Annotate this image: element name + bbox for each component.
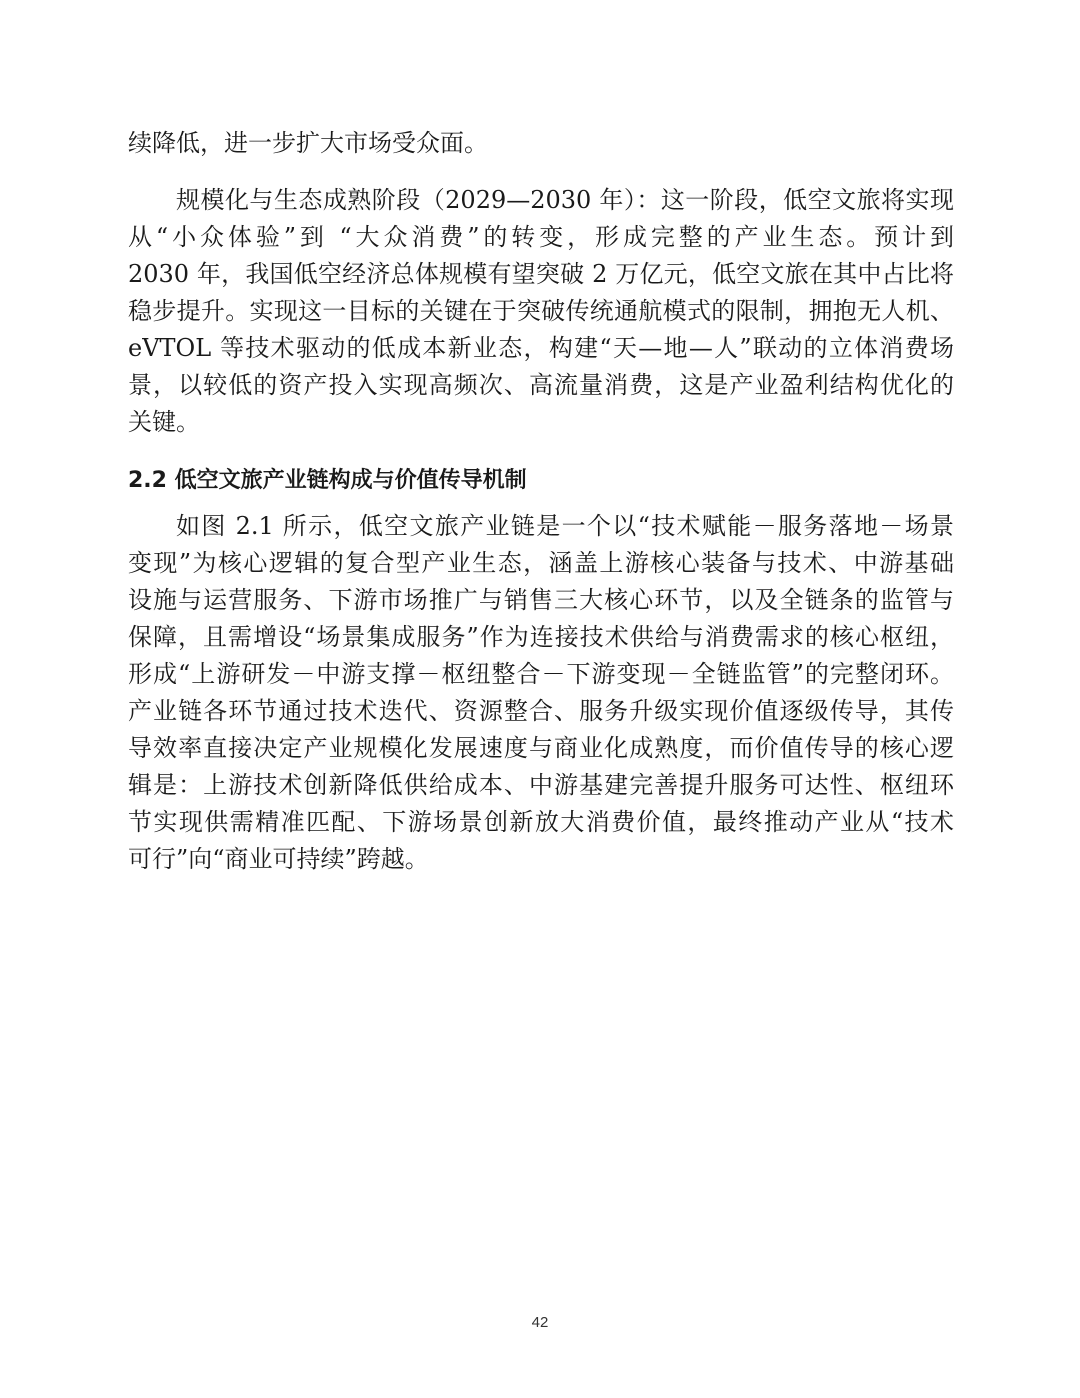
text-line: eVTOL 等技术驱动的低成本新业态，构建“天—地—人”联动的立体消费场 (128, 334, 954, 362)
text-line: 形成“上游研发－中游支撑－枢纽整合－下游变现－全链监管”的完整闭环。 (128, 660, 954, 688)
text-line: 设施与运营服务、下游市场推广与销售三大核心环节，以及全链条的监管与 (128, 586, 954, 614)
text-line: 变现”为核心逻辑的复合型产业生态，涵盖上游核心装备与技术、中游基础 (128, 549, 954, 577)
text-line: 产业链各环节通过技术迭代、资源整合、服务升级实现价值逐级传导，其传 (128, 697, 954, 725)
text-line: 2030 年，我国低空经济总体规模有望突破 2 万亿元，低空文旅在其中占比将 (128, 260, 954, 288)
text-line: 关键。 (128, 408, 200, 436)
text-line: 稳步提升。实现这一目标的关键在于突破传统通航模式的限制，拥抱无人机、 (128, 297, 954, 325)
text-line: 规模化与生态成熟阶段（2029—2030 年）：这一阶段，低空文旅将实现 (176, 186, 954, 214)
paragraph-continuation (128, 125, 954, 162)
section-heading: 2.2 低空文旅产业链构成与价值传导机制 (128, 468, 527, 493)
page-number: 42 (531, 1314, 549, 1331)
paragraph-industry-chain (128, 508, 954, 878)
paragraph-scale-stage (128, 182, 954, 441)
text-line: 续降低，进一步扩大市场受众面。 (128, 129, 488, 157)
text-line: 可行”向“商业可持续”跨越。 (128, 845, 429, 873)
text-line: 保障，且需增设“场景集成服务”作为连接技术供给与消费需求的核心枢纽， (128, 623, 954, 651)
text-line: 如图 2.1 所示，低空文旅产业链是一个以“技术赋能－服务落地－场景 (176, 512, 954, 540)
text-line: 导效率直接决定产业规模化发展速度与商业化成熟度，而价值传导的核心逻 (128, 734, 954, 762)
text-line: 从“小众体验”到 “大众消费”的转变，形成完整的产业生态。预计到 (128, 223, 954, 251)
text-line: 景，以较低的资产投入实现高频次、高流量消费，这是产业盈利结构优化的 (128, 371, 954, 399)
text-line: 辑是：上游技术创新降低供给成本、中游基建完善提升服务可达性、枢纽环 (128, 771, 954, 799)
text-line: 节实现供需精准匹配、下游场景创新放大消费价值，最终推动产业从“技术 (128, 808, 954, 836)
